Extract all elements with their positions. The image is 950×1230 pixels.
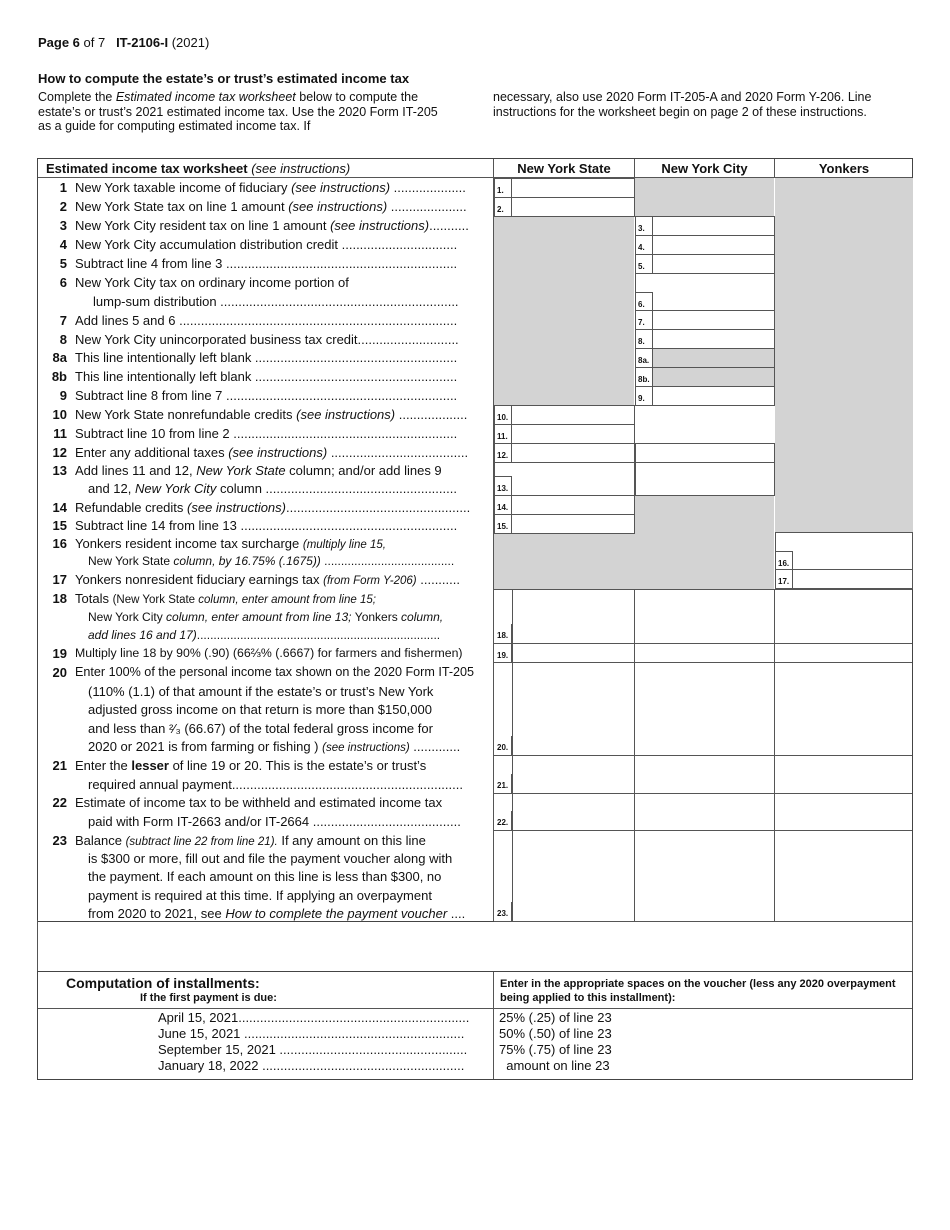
line-number: 8a [52,350,67,365]
line-text [75,589,491,610]
line-text-part: Refundable credits [75,500,188,515]
line-text-part: New York State [116,594,196,606]
line-text-part: Enter the [75,758,132,773]
line-number: 16 [52,536,67,551]
line-text: is $300 or more, fill out and file the payment voucher along with [88,851,453,866]
line-text: adjusted gross income on that return is more than $150,000 [88,702,432,717]
nys-box-line-10[interactable] [494,405,635,425]
yonkers-box-line-17[interactable] [775,569,913,589]
worksheet-title-text: Estimated income tax worksheet [46,161,248,176]
line-text-part: Enter any additional taxes [75,445,229,460]
box-label: 11. [495,424,512,443]
nyc-box-line-7[interactable] [635,310,775,330]
nyc-box-line-3[interactable] [635,216,775,236]
line-text-part: Yonkers resident income tax surcharge [75,536,303,551]
col-divider-text [493,159,494,921]
line-text [75,756,491,775]
line-number: 2 [59,199,67,214]
col-divider-nyc-yonkers [774,159,775,178]
box-label: 4. [636,235,653,254]
row-sep-23 [494,830,912,831]
line-number: 18 [52,591,67,606]
line-text: Add lines 5 and 6 ............................................................................. [75,313,458,328]
nys-box-line-11[interactable] [494,424,635,444]
line-text-note: add lines 16 and 17) [88,628,197,642]
nyc-box-line-6[interactable] [635,273,775,311]
label-col-22 [512,793,513,830]
box-label: 21. [495,774,512,793]
line-text-note: New York State [196,463,286,478]
line-text-note: How to complete the payment voucher [225,906,448,921]
box-label: 5. [636,254,653,273]
nys-box-line-12[interactable] [494,443,635,463]
line-dots: ............. [409,739,461,754]
line-number: 3 [59,218,67,233]
line-text: Subtract line 10 from line 2 .............................................................. [75,426,458,441]
box-label: 17. [776,569,793,588]
line-text [75,178,491,197]
line-text-part: of line 19 or 20. This is the estate’s or trust’s [168,758,427,773]
line-text-part: 2020 or 2021 is from farming or fishing ) [88,739,323,754]
line-text-part: New York City [88,610,163,624]
worksheet-title [46,159,350,178]
line-dots: ..................... [387,199,467,214]
line-text-part: Totals [75,591,113,606]
box-label: 1. [495,178,512,197]
line-text-note: (see instructions) [187,500,286,515]
label-col-19 [512,643,513,662]
line-number: 6 [59,275,67,290]
line-text-part: New York taxable income of fiduciary [75,180,292,195]
line-dots: ...................................... [327,445,469,460]
installments-header-divider [38,1008,912,1009]
shade-nys [494,216,634,405]
line-dots: ......................................................................... [196,628,441,642]
nyc-box-line-8a [635,348,775,368]
label-col-18 [512,589,513,643]
page-total: of 7 [79,35,106,50]
box-label: 18. [495,624,512,643]
line-dots: .................... [390,180,466,195]
nyc-box-line-9[interactable] [635,386,775,406]
intro-worksheet-ref: Estimated income tax worksheet [115,90,296,104]
nyc-box-line-4[interactable] [635,235,775,255]
line-text [88,904,491,923]
line-number: 8 [59,332,67,347]
line-text-part: column; and/or add lines 9 [285,463,442,478]
line-text: New York City tax on ordinary income portion of [75,275,349,290]
line-text-part: ( [112,594,117,606]
line-dots: ........... [429,218,469,233]
nys-box-line-14[interactable] [494,495,635,515]
outer-border-right-ext [912,920,913,972]
line-text: payment is required at this time. If applying an overpayment [88,888,432,903]
line-text-note: (multiply line 15, [302,539,386,551]
line-text-part: Yonkers nonresident fiduciary earnings tax [75,572,324,587]
line-text [75,443,491,462]
line-text-part: Balance [75,833,126,848]
line-text: New York City unincorporated business tax credit............................ [75,332,459,347]
line-number: 10 [52,407,67,422]
line-text: This line intentionally left blank ........................................................ [75,350,458,365]
line-number: 4 [59,237,67,252]
line-text-note: New York City [135,481,217,496]
line-text [88,552,491,571]
line-number: 15 [52,518,67,533]
line-text-part: If any amount on this line [277,833,426,848]
line-text-part: New York City resident tax on line 1 amount [75,218,331,233]
line-text [75,197,491,216]
line-dots: .... [447,906,466,921]
line-text: Estimate of income tax to be withheld and estimated income tax [75,795,443,810]
line-text-note: (from Form Y-206) [323,575,417,587]
line-dots: ........... [416,572,460,587]
installment-amount: 50% (.50) of line 23 [499,1026,612,1041]
installment-date: January 18, 2022 ........................................................ [158,1058,465,1073]
box-label: 15. [495,514,512,533]
box-label: 22. [495,811,512,830]
box-label: 7. [636,310,653,329]
line-number: 12 [52,445,67,460]
box-label: 3. [636,216,653,235]
installment-amount: amount on line 23 [499,1058,610,1073]
yonkers-box-line-16[interactable] [775,532,913,570]
line-text [88,479,491,498]
intro-text: below to compute the estate’s or trust’s 2021 estimated income tax. Use the 2020 Form IT-205 as a guide for computing estimated income tax. If [38,90,438,133]
box-label: 6. [636,292,653,311]
line-number: 9 [59,388,67,403]
col-yonkers: Yonkers [818,161,870,176]
line-text-note: (see instructions) [296,407,396,422]
line-number: 1 [59,180,67,195]
box-label: 8b. [636,367,653,386]
intro-left-text [38,90,438,134]
installments-table [37,971,913,1080]
form-year: (2021) [168,35,210,50]
installments-subtitle: If the first payment is due: [140,992,277,1004]
col-new-york-city: New York City [661,161,748,176]
line-text-note: (see instructions) [228,445,328,460]
estimated-income-tax-worksheet [37,158,913,922]
nys-box-line-13[interactable] [494,462,635,496]
form-number: IT-2106-I [116,35,169,50]
line-text-part: Add lines 11 and 12, [75,463,197,478]
line-text [88,626,491,645]
worksheet-title-note: (see instructions) [247,161,351,176]
nyc-box-line-8[interactable] [635,329,775,349]
line-text: Multiply line 18 by 90% (.90) (66⅔% (.6667) for farmers and fishermen) [75,646,463,660]
line-text [88,737,491,758]
box-label: 10. [495,405,512,424]
installments-col-divider [493,972,494,1079]
nys-box-line-2[interactable] [494,197,635,217]
row-sep-end [494,921,912,922]
line-text-note: (see instructions) [291,180,391,195]
line-text-part: New York State nonrefundable credits [75,407,297,422]
row-sep-21 [494,755,912,756]
line-number: 14 [52,500,67,515]
line-text: and less than ²⁄₃ (66.67) of the total federal gross income for [88,721,433,736]
label-col-20 [512,662,513,755]
box-label: 23. [495,902,512,921]
nyc-box-line-12[interactable] [635,443,775,463]
line-text: This line intentionally left blank ........................................................ [75,369,458,384]
line-dots: ................... [395,407,468,422]
line-text [75,461,491,480]
intro-text: Complete the [38,90,116,104]
nys-box-line-15[interactable] [494,514,635,534]
line-number: 22 [52,795,67,810]
line-text-part: New York State tax on line 1 amount [75,199,289,214]
line-text: Subtract line 14 from line 13 ............................................................ [75,518,458,533]
line-text [75,498,491,517]
installment-date: April 15, 2021................................................................ [158,1010,470,1025]
line-text-note: column, [397,610,444,624]
line-number: 23 [52,833,67,848]
shade-yonkers [775,178,913,532]
box-label: 20. [495,736,512,755]
line-dots: ................................................... [286,500,471,515]
installment-amount: 25% (.25) of line 23 [499,1010,612,1025]
row-sep-19 [494,643,912,644]
box-label: 8a. [636,348,653,367]
line-text [88,608,491,627]
line-number: 19 [52,646,67,661]
shade-nyc-top [635,178,774,216]
line-number: 17 [52,572,67,587]
line-text-note: column, by 16.75% (.1675)) [170,554,321,568]
installments-instructions: Enter in the appropriate spaces on the voucher (less any 2020 overpayment being applied to this installment): [500,978,896,1004]
page-header [38,35,209,50]
line-text-note: column, enter amount from line 13; [162,610,355,624]
line-number: 11 [53,426,67,441]
intro-right-text: necessary, also use 2020 Form IT-205-A and 2020 Form Y-206. Line instructions for the worksheet begin on page 2 of these instructions. [493,90,872,119]
line-dots: column ..................................................... [216,481,457,496]
line-text: Subtract line 8 from line 7 ................................................................ [75,388,458,403]
line-text [75,570,491,591]
label-col-21 [512,755,513,793]
line-number: 21 [52,758,67,773]
row-sep-18 [494,589,912,590]
nyc-box-line-13[interactable] [635,462,775,496]
box-label: 12. [495,443,512,462]
col-new-york-state: New York State [517,161,611,176]
line-text-part: from 2020 to 2021, see [88,906,226,921]
box-label: 13. [495,476,512,495]
line-text-part: Yonkers [354,610,398,624]
box-label: 9. [636,386,653,405]
line-text-note: (see instructions) [288,199,388,214]
line-dots: ....................................... [320,554,455,568]
line-number: 5 [59,256,67,271]
line-text [75,405,491,424]
line-text: lump-sum distribution .................................................................. [93,294,459,309]
line-text: required annual payment................................................................ [88,777,463,792]
box-label: 8. [636,329,653,348]
line-text-note: (see instructions) [322,742,410,754]
row-sep-22 [494,793,912,794]
col-divider-nys-nyc [634,159,635,178]
line-number: 13 [52,463,67,478]
installments-title: Computation of installments: [66,975,260,991]
row-sep-20 [494,662,912,663]
shade-nys-nyc-lower [494,533,774,589]
box-label: 19. [495,643,512,662]
intro-title: How to compute the estate’s or trust’s estimated income tax [38,71,410,86]
line-text [75,216,491,235]
outer-border-left-ext [37,920,38,972]
line-text-emphasis: lesser [131,758,169,773]
line-text-note: (see instructions) [330,218,430,233]
label-col-23 [512,830,513,921]
box-label: 2. [495,197,512,216]
box-label: 14. [495,495,512,514]
installment-amount: 75% (.75) of line 23 [499,1042,612,1057]
installment-date: September 15, 2021 .................................................... [158,1042,468,1057]
line-text-part: and 12, [88,481,135,496]
line-text: Enter 100% of the personal income tax shown on the 2020 Form IT-205 [75,665,475,679]
line-text-note: column, enter amount from line 15; [195,594,376,606]
line-text: New York City accumulation distribution credit ................................ [75,237,458,252]
line-text-part: New York State [88,554,171,568]
line-text: (110% (1.1) of that amount if the estate’s or trust’s New York [88,684,434,699]
page-number: Page 6 [38,35,80,50]
line-text-note: (subtract line 22 from line 21). [125,836,278,848]
box-label: 16. [776,551,793,570]
line-number: 20 [52,665,67,680]
nys-box-line-1[interactable] [494,178,635,198]
line-number: 7 [59,313,67,328]
installment-date: June 15, 2021 ............................................................. [158,1026,465,1041]
line-number: 8b [51,369,67,384]
nyc-box-line-8b [635,367,775,387]
nyc-box-line-5[interactable] [635,254,775,274]
line-text: Subtract line 4 from line 3 ................................................................ [75,256,458,271]
line-text: paid with Form IT-2663 and/or IT-2664 ......................................... [88,814,461,829]
line-text: the payment. If each amount on this line is less than $300, no [88,869,442,884]
